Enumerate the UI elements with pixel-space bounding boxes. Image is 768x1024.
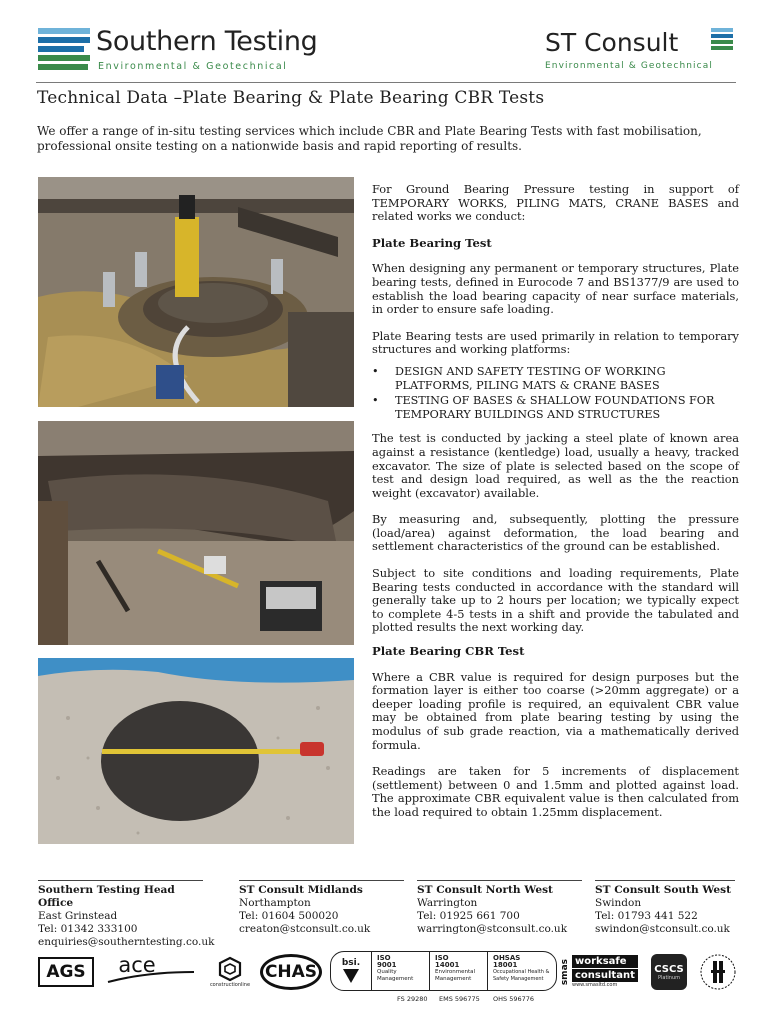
office-phone: Tel: 01604 500020 [239,910,339,922]
cscs-logo: CSCS Platinum [650,952,688,992]
list-item: • TESTING OF BASES & SHALLOW FOUNDATIONS FOR TEMPORARY BUILDINGS AND STRUCTURES [372,394,739,421]
bsi-certification-logos [330,951,557,991]
plate-bearing-paragraph-2: Plate Bearing tests are used primarily in relation to temporary structures and working platforms: [372,328,739,357]
office-st-consult-midlands [239,880,414,936]
applications-list [372,365,739,421]
office-location: Northampton [239,897,311,909]
office-email[interactable]: creaton@stconsult.co.uk [239,923,371,935]
bsi-logo: bsi. [331,952,371,990]
list-item: • DESIGN AND SAFETY TESTING OF WORKING PLATFORMS, PILING MATS & CRANE BASES [372,365,739,392]
content-column [372,183,739,833]
office-email[interactable]: enquiries@southerntesting.co.uk [38,936,215,948]
office-location: East Grinstead [38,910,118,922]
intro-paragraph: We offer a range of in-situ testing services which include CBR and Plate Bearing Tests with fast mobilisation, professional onsite testing on a nationwide basis and rapid reporting of results. [37,124,702,153]
office-st-consult-south-west [595,880,745,936]
smas-worksafe-logo: smas worksafe consultant www.smasltd.com [560,952,642,992]
ohsas-18001-badge: OHSAS 18001 Occupational Health & Safety Management [487,952,553,990]
southern-testing-logo [38,28,338,78]
section-heading-plate-bearing-cbr: Plate Bearing CBR Test [372,644,525,659]
iso-14001-code: EMS 596775 [439,995,480,1003]
ace-logo: ace [106,952,198,992]
plate-bearing-paragraph-5: Subject to site conditions and loading requirements, Plate Bearing tests conducted in accordance with the standard will generally take up to 2 hours per location; we typically expect to complete 4-5 tests in a shift and provide the tabulated and plotted results the next working day. [372,566,739,635]
office-email[interactable]: swindon@stconsult.co.uk [595,923,730,935]
chas-logo: CHAS [260,952,322,992]
photo-plate-bearing-test-setup [38,177,354,407]
ohsas-code: OHS 596776 [493,995,535,1003]
st-consult-name: ST Consult [545,28,679,57]
iso-14001-badge: ISO 14001 Environmental Management [429,952,487,990]
photo-excavator-kentledge [38,421,354,645]
ags-logo: AGS [38,952,94,992]
page-title: Technical Data –Plate Bearing & Plate Bearing CBR Tests [37,88,545,108]
st-consult-logo [545,28,745,78]
lead-paragraph: For Ground Bearing Pressure testing in support of TEMPORARY WORKS, PILING MATS, CRANE BASES and related works we conduct: [372,182,739,224]
constructionline-logo: constructionline [208,952,252,992]
southern-testing-name: Southern Testing [96,26,318,57]
office-location: Swindon [595,897,642,909]
cbr-paragraph-1: Where a CBR value is required for design purposes but the formation layer is either too coarse (>20mm aggregate) or a deeper loading profile is required, an equivalent CBR value may be obtained from plate bearing testing by using the modulus of sub grade reaction, via a mathematically derived formula. [372,669,739,752]
photo-cbr-plate [38,658,354,844]
plate-bearing-paragraph-4: By measuring and, subsequently, plotting the pressure (load/area) against deformation, the load bearing and settlement characteristics of the ground can be established. [372,512,739,554]
office-name: ST Consult Midlands [239,884,363,896]
office-name: ST Consult North West [417,884,553,896]
office-location: Warrington [417,897,478,909]
office-name: ST Consult South West [595,884,732,896]
st-consult-tagline: Environmental & Geotechnical [545,61,713,71]
iso-9001-code: FS 29280 [397,995,428,1003]
st-consult-logo-mark [711,28,733,52]
british-drilling-association-logo [696,952,740,992]
southern-testing-tagline: Environmental & Geotechnical [98,61,288,72]
plate-bearing-paragraph-3: The test is conducted by jacking a steel plate of known area against a resistance (kentledge) load, usually a heavy, tracked excavator. The size of plate is selected based on the scope of test and design load required, as well as the the reaction weight (excavator) available. [372,431,739,500]
office-st-consult-north-west [417,880,592,936]
iso-9001-badge: ISO 9001 Quality Management [371,952,429,990]
header-divider [36,82,736,83]
cbr-paragraph-2: Readings are taken for 5 increments of displacement (settlement) between 0 and 1.5mm and plotted against load. The approximate CBR equivalent value is then calculated from the load required to obtain 1.25mm displacement. [372,764,739,819]
office-phone: Tel: 01342 333100 [38,923,138,935]
office-phone: Tel: 01793 441 522 [595,910,698,922]
office-southern-testing-head [38,880,213,949]
plate-bearing-paragraph-1: When designing any permanent or temporary structures, Plate bearing tests, defined in Eurocode 7 and BS1377/9 are used to establish the load bearing capacity of near surface materials, in order to ensure safe loading. [372,261,739,317]
office-email[interactable]: warrington@stconsult.co.uk [417,923,568,935]
southern-testing-logo-mark [38,28,90,74]
office-phone: Tel: 01925 661 700 [417,910,520,922]
office-name: Southern Testing Head Office [38,884,175,909]
section-heading-plate-bearing: Plate Bearing Test [372,235,492,250]
